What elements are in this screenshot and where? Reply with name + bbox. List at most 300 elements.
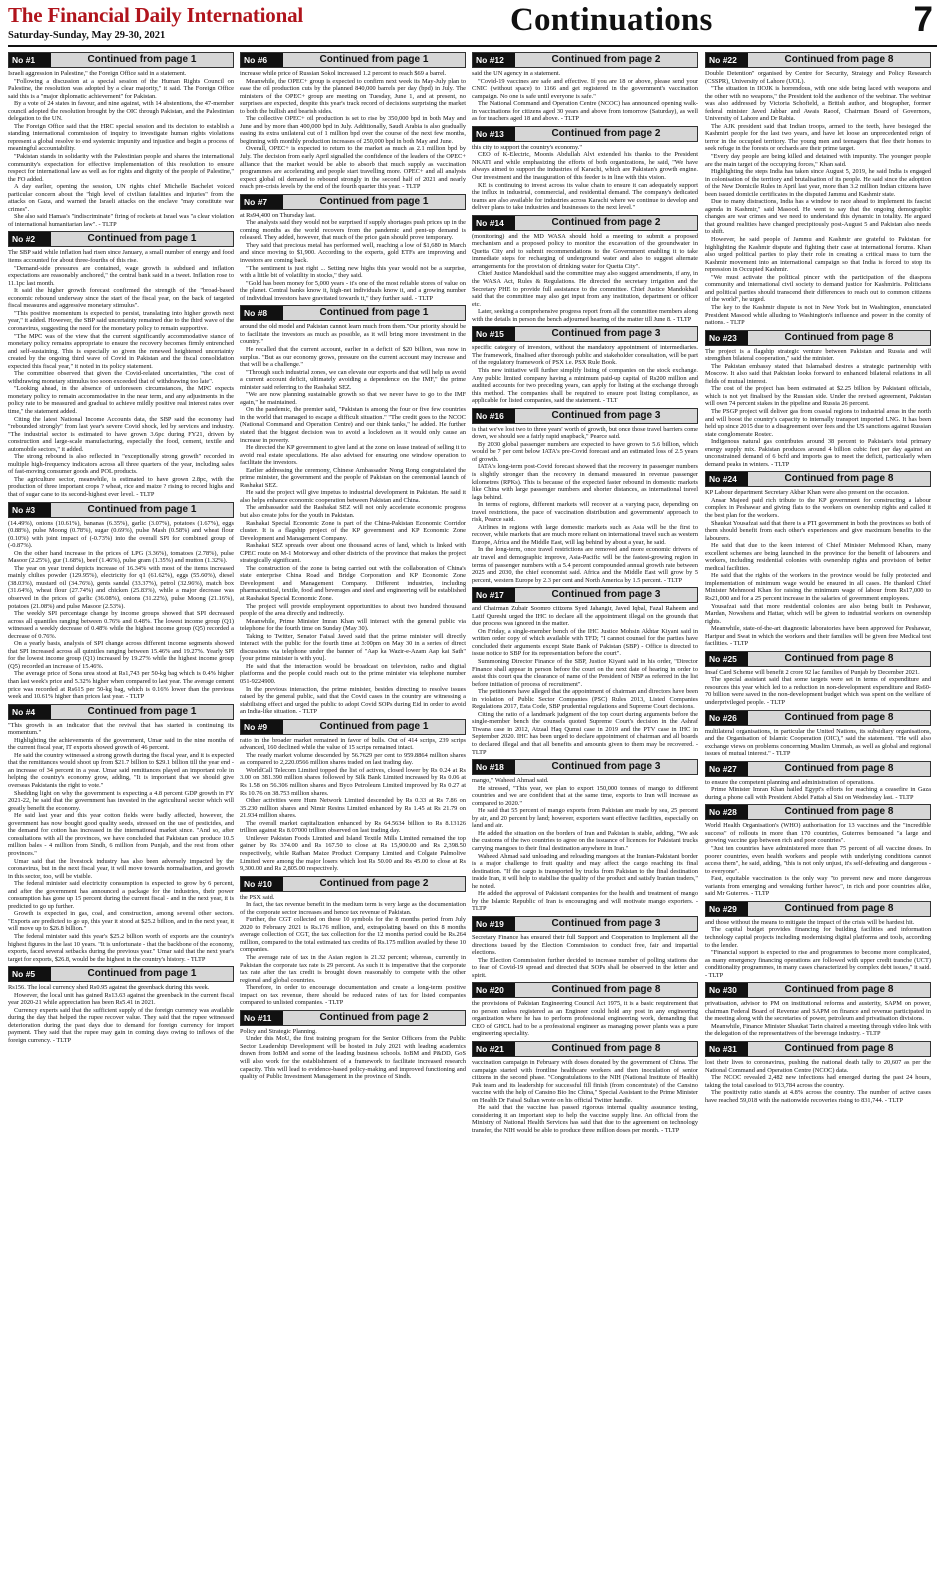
continued-headline: Continued from page 2 [515,127,697,141]
article-number-tag: No #10 [241,877,283,891]
paragraph: Currency experts said that the sufficient supply of the foreign currency was available during the day that helped the rupee recover value. They said that the rupee witnessed deterioration during the past days due to demand for foreign currency for import payment. They said that the rupee may gain in coming days owing to inflows of the foreign currency. - TLTP [8,1006,234,1044]
paragraph: "We must activate the political pincer with the participation of the diaspora community and international civil society to demand justice for Kashmiris. Politicians and political parties should transcend their differences to reach out to common citizens of the world", he urged. [705,273,931,304]
issue-date: Saturday-Sunday, May 29-30, 2021 [8,30,166,41]
continued-headline: Continued from page 8 [515,983,697,997]
article-body [8,984,234,1044]
article-body [705,779,931,802]
paragraph: Policy and Strategic Planning. [240,1027,317,1035]
article-body [705,919,931,979]
continued-headline: Continued from page 3 [515,409,697,423]
article-number-tag: No #7 [241,195,283,209]
paragraph: The committee observed that given the Covid-related uncertainties, "the cost of withdrawing monetary stimulus too soon exceeded that of withdrawing too late". [8,370,234,385]
continued-headline: Continued from page 1 [283,720,465,734]
continued-headline: Continued from page 3 [515,917,697,931]
article [8,966,234,1044]
paragraph: Under this MoU, the first training program for the Senior Officers from the Public Sector Leadership Development will be hosted in July 2021 with leading academics drawn from IoBM and some of the leading business schools. IoBM and P&DD, GoS will also work for the establishment of a framework to facilitate increased research capacity. This will lead to evidence-based policy-making and improved functioning and quality of Public Investment Management in the province of Sindh. [240,1035,466,1081]
article [472,587,698,756]
article-body [705,669,931,707]
paragraph: On a yearly basis, analysis of SPI change across different income segments showed that SPI increased across all quintiles ranging between 15.46% and 19.27%. Yearly SPI for the lowest income group (Q1) increased by 19.27% while the highest income group (Q5) recorded an increase of 15.46%. [8,640,234,670]
article [472,408,698,584]
paragraph: Yousafzai said that more residential colonies are also being built in Peshawar, Mardan, Nowshera and Hattar, which will be given to industrial workers on ownership rights. [705,602,931,625]
paragraph: The Election Commission further decided to increase number of polling stations due to fear of Covid-19 spread and directed that SOPs shall be observed in the letter and spirit. [472,956,698,979]
paragraph: On the other hand increase in the prices of LPG (3.36%), tomatoes (2.78%), pulse Masoor (2.25%), gur (1.68%), beef (1.46%), pulse gram (1.35%) and mutton (1.32%). [8,549,234,565]
paper-name: The Financial Daily International [8,3,304,27]
paragraph: "We are now planning sustainable growth so that we never have to go to the IMF again," he maintained. [240,391,466,406]
paragraph: Later, seeking a comprehensive progress report from all the committee members along with the details in person the bench adjourned hearing of the matter till June 8. - TLTP [472,308,698,323]
article-body [705,822,931,897]
article-number-tag: No #1 [9,53,51,67]
article-body [705,1059,931,1104]
paragraph: CEO of K-Electric, Moonis Abdullah Alvi extended his thanks to the President NKATI and while emphasizing the efforts of both organizations, he said, "We have always aimed to support the industries of Karachi, which are Pakistan's growth engine. Our investment and the inauguration of this feeder is in line with this vision. [472,151,698,182]
paragraph: However, he said people of Jammu and Kashmir are grateful to Pakistan for highlighting the Kashmir dispute and fighting their case at international forums. Khan also urged political parties to play their role in creating a critical mass to turn the Kashmir movement into an international campaign so that India is forced to stop its repression in Occupied Kashmir. [705,236,931,274]
paragraph: The strong rebound is also reflected in "exceptionally strong growth" recorded in multiple high-frequency indicators across all three quarters of the year, including sales of fast-moving consumer goods and POL products. [8,453,234,476]
article [472,759,698,913]
paragraph: Rashakai SEZ spreads over about one thousand acres of land, which is linked with CPEC route on M-1 Motorway and other districts of the province that makes the project strategically significant. [240,542,466,565]
paragraph: "Covid-19 vaccines are safe and effective. If you are 18 or above, please send your CNIC (without space) to 1166 and get registered in the government's vaccination campaign. No one is safe until everyone is safe." [472,77,698,100]
continued-headline: Continued from page 2 [283,1011,465,1025]
article-header [240,305,466,321]
continued-headline: Continued from page 8 [748,652,930,666]
article-body [8,520,234,701]
paragraph: Citing the latest National Income Accounts data, the SBP said the economy had "rebounded strongly" from last year's severe Covid shock, led by services and industry. "The industrial sector is estimated to have grown 3.6pc during FY21, driven by construction and large-scale manufacturing, especially the food, cement, textile and automobile sectors," it added. [8,415,234,453]
article [705,330,931,469]
paragraph: IATA's long-term post-Covid forecast showed that the recovery in passenger numbers is slightly stronger than the recovery in demand measured in revenue passenger kilometres (RPKs). This is because of the expected faster rebound in domestic markets like China with large passenger numbers and shorter distances, as international travel lags behind. [472,463,698,501]
paragraph: Indigenous natural gas contributes around 38 percent to Pakistan's total primary energy supply mix. Pakistan produces around 4 billion cubic feet per day against an unconstrained demand of 6 bcfd and imports gas to meet the deficit, particularly when demand peaks in winters. - TLTP [705,438,931,468]
paragraph: Overall, OPEC+ is expected to return to the market as much as 2.1 million bpd by July. The decision from early April signalled the confidence of the leaders of the OPEC+ alliance that the market would be able to absorb that much supply as vaccination programmes are accelerating and people start travelling more. OPEC+ and all analysts expect global oil demand to rebound strongly in the second half of 2021 and nearly reach pre-crisis levels by the end of the fourth quarter this year. - TLTP [240,145,466,191]
paragraph: KP Labour department Secretary Akbar Khan were also present on the occasion. [705,489,910,497]
paragraph: Israeli aggression in Palestine," the Foreign Office said in a statement. [8,70,187,77]
paragraph: It said the higher growth forecast confirmed the strength of the "broad-based economic rebound underway since the start of the fiscal year, on the back of targeted fiscal measures and aggressive monetary stimulus". [8,287,234,310]
article-header [705,710,931,726]
paragraph: is that we've lost two to three years' worth of growth, but once those travel barriers come down, we should see a fairly rapid snapback," Pearce said. [472,425,698,441]
paragraph: Ansar Majeed paid rich tribute to the KP government for constructing a labour complex in Peshawar and giving flats to the workers on ownership rights and called it the best plan for the workers. [705,496,931,519]
article-header [472,215,698,231]
article [705,52,931,327]
column-2 [240,52,466,1584]
section-title: Continuations [510,2,713,38]
paragraph: The collective OPEC+ oil production is set to rise by 350,000 bpd in both May and June and by more than 400,000 bpd in July. Additionally, Saudi Arabia is also gradually easing its extra unilateral cut of 1 million bpd over the course of the next few months, beginning with monthly production increases of 250,000 bpd in both May and June. [240,115,466,145]
article-header [240,876,466,892]
column-1 [8,52,234,1584]
paragraph: The PSGP project will deliver gas from coastal regions to industrial areas in the north and will boost the country's capacity to internally transport imported LNG. It has been held up since 2015 due to a disagreement over fees and the US sanctions against Russian state conglomerate Rostec. [705,407,931,438]
article-number-tag: No #14 [473,216,515,230]
paragraph: The key to the Kashmir dispute is not in New York but in Washington, enunciated President Masood while alluding to Washington's influence and power in the comity of nations. - TLTP [705,303,931,327]
paragraph: The project will provide employment opportunities to about two hundred thousand people of the area directly and indirectly. [240,602,466,618]
article-header [472,587,698,603]
article-body [472,934,698,979]
paragraph: "Pakistan stands in solidarity with the Palestinian people and shares the international community's expectation for effective implementation of this resolution to ensure respect for international law as well as for rights and dignity of the people of Palestine," the FO added. [8,153,234,183]
paragraph: The federal minister said electricity consumption is expected to grow by 6 percent, and after the government has announced a package for the industries, their power consumption has gone up 15 percent during the current fiscal - and in the next year, it is predicted to go up further. [8,880,234,910]
paragraph: "Just ten countries have administered more than 75 percent of all vaccine doses. In poorer countries, even health workers and people with underlying conditions cannot access them", he said, adding, "this is not only unjust, it's self-defeating and dangerous - to everyone". [705,845,931,875]
paragraph: Therefore, in order to encourage documentation and create a long-term positive impact on tax revenue, there should be reduced rates of tax for listed companies compared to unlisted companies. - TLTP [240,984,466,1007]
article-number-tag: No #17 [473,588,515,602]
continued-headline: Continued from page 8 [748,902,930,916]
paragraph: He said that the interaction would be broadcast on television, radio and digital platforms and the people could reach out to the prime minister via telephone number 051-9224900. [240,662,466,686]
paragraph: (monitoring) and the MD WASA should hold a meeting to submit a proposed mechanism and a proposed policy to monitor the excavation of the groundwater in Quetta City and to submit recommendations to the Government enabling it to take immediate steps for recharging of underground water and also to suggest alternate arrangements for the provision of drinking water for Quetta City". [472,232,698,270]
article [705,710,931,758]
paragraph: the PSX said. [240,893,275,901]
paragraph: The weekly SPI percentage change by income groups showed that SPI decreased across all quantiles ranging between 0.76% and 0.48%. The lowest income group (Q1) witnessed a weekly decrease of 0.48% while the highest income group (Q5) recorded a decrease of 0.76%. [8,610,234,640]
article-header [240,1010,466,1026]
continued-headline: Continued from page 1 [283,195,465,209]
continued-headline: Continued from page 1 [51,53,233,67]
article [472,215,698,324]
paragraph: In fact, the tax revenue benefit in the medium term is very large as the documentation of the corporate sector increases and hence tax revenue of Pakistan. [240,901,466,916]
article-number-tag: No #13 [473,127,515,141]
continued-headline: Continued from page 2 [283,877,465,891]
article-number-tag: No #26 [706,711,748,725]
paragraph: Due to many distractions, India has a window to race ahead to implement its fascist agenda in Kashmir," said Masood. He went to say that the ongoing demographic changes are war crimes and we need to understand this dynamic in totality. He argued that ground realities have changed precipitously post-August 5 and Pakistan also needs to shift. [705,198,931,236]
paragraph: He recalled that the current account, earlier in a deficit of $20 billion, was now in surplus. "But as our economy grows, pressure on the current account may increase and that will be a challenge." [240,345,466,369]
paragraph: The capital budget provides financing for building facilities and information technology capital projects including modernising digital platforms and tools, according to the lender. [705,926,931,949]
paragraph: Shaukat Yousafzai said that there is a PTI government in both the provinces so both of them should benefit from each other's experiences and give maximum benefits to the labourers. [705,519,931,542]
article [705,982,931,1038]
article-header [240,719,466,735]
paragraph: World Health Organisation's (WHO) authorisation for 13 vaccines and the "incredible success" of rollouts in more than 170 countries, Guterres bemoaned "a large and growing vaccine gap between rich and poor countries". [705,822,931,845]
continued-headline: Continued from page 1 [283,306,465,320]
continued-headline: Continued from page 1 [51,503,233,517]
article [472,326,698,404]
paragraph: "Financial support is expected to rise and programmes to become more complicated, as many emergency financing operations are followed with upper credit tranche (UCT) conditionality programmes, in many cases characterized by complex debt issues," it said. - TLTP [705,949,931,979]
paragraph: She also said Hamas's "indiscriminate" firing of rockets at Israel was "a clear violation of international humanitarian law". - TLTP [8,213,234,228]
article-number-tag: No #22 [706,53,748,67]
continued-headline: Continued from page 8 [748,53,930,67]
article-number-tag: No #29 [706,902,748,916]
masthead-rule [8,45,937,47]
paragraph: The project is a flagship strategic venture between Pakistan and Russia and will strengthen bilateral cooperation," said the minister. [705,347,931,363]
article-header [472,916,698,932]
paragraph: Meanwhile, state-of-the-art diagnostic laboratories have been approved for Peshawar, Haripur and Swat in which the workers and their families will be given free Medical test facilities. - TLTP [705,625,931,648]
paragraph: Highlighting the achievements of the government, Umar said in the nine months of the current fiscal year, IT exports showed growth of 46 percent. [8,736,234,752]
article-number-tag: No #2 [9,232,51,246]
paragraph: On Friday, a single-member bench of the IHC Justice Mohsin Akhtar Kiyani said in written order copy of which available with TFD; "I cannot counsel for the parties have concluded their arguments except State Bank of Pakistan (SBP) - Office is directed to issue notice to SBP for its representation before the court". [472,627,698,658]
paragraph: this city to support the country's economy." [472,143,582,151]
paragraph: said the UN agency in a statement. [472,70,561,77]
article-body [8,249,234,498]
article [705,1041,931,1104]
paragraph: Meanwhile, Finance Minister Shaukat Tarin chaired a meeting through video link with the delegation of the representatives of the beverage industry. - TLTP [705,1022,931,1038]
paragraph: He added the situation on the borders of Iran and Pakistan is stable, adding, "We ask the customs of the two countries to agree on the issuance of licences for Pakistani trucks carrying mangoes to their final destination anywhere in Iran." [472,829,698,853]
paragraph: Summoning Director Finance of the SBP, Justice Kiyani said in his order, "Director Finance shall appear in person before the court on the next date of hearing in order to assist this court qua the clearance of name of the President of NBP as referred in the list before initiation of process of recruitment". [472,658,698,688]
paragraph: lost their lives to coronavirus, pushing the national death tally to 20,607 as per the National Command and Operation Centre (NCOC) data. [705,1058,931,1074]
paragraph: A day earlier, opening the session, UN rights chief Michelle Bachelet voiced particular concern about the "high level of civilian fatalities and injuries" from the attacks on Gaza, and warned the Israeli attacks on the enclave "may constitute war crimes". [8,183,234,213]
continued-headline: Continued from page 8 [748,1042,930,1056]
paragraph: The SBP said while inflation had risen since January, a small number of energy and food items accounted for about three-fourths of this rise. [8,249,234,265]
paragraph: Rs156. The local currency shed Rs0.95 against the greenback during this week. [8,984,210,992]
paragraph: In the previous interaction, the prime minister, besides directing to resolve issues raised by the general public, said that the Covid cases in the country are witnessing a stabilising effect and urged the public to adopt Covid SOPs during Eid in order to avoid an India-like situation. - TLTP [240,685,466,716]
paragraph: "Through such industrial zones, we can elevate our exports and that will help us avoid a current account deficit, ultimately avoiding a dependence on the IMF," the prime minister said referring to the Rashakai SEZ. [240,368,466,391]
continued-headline: Continued from page 3 [515,760,697,774]
article-header [705,804,931,820]
paragraph: Unilever Pakistan Foods Limited and Island Textile Mills Limited remained the top gainer by Rs 374.00 and Rs 167.50 to close at Rs 15,900.00 and Rs 2,398.50 respectively, while Rafhan Maize Product Company Limited and Colgate Palmolive Limited were among the major losers which lost Rs 50.00 and Rs 45.00 to close at Rs 9,300.00 and Rs 2,805.00 respectively. [240,834,466,873]
continued-headline: Continued from page 8 [748,331,930,345]
paragraph: ratio in the broader market remained in favor of bulls. Out of 414 scrips, 239 scrips advanced, 160 declined while the value of 15 scrips remained intact. [240,736,466,752]
article [240,719,466,873]
paragraph: He said that due to the keen interest of Chief Minister Mehmood Khan, many excellent schemes are being launched in the province for the benefit of labourers and workers, including residential colonies with ownership rights and provision of better medical facilities. [705,542,931,572]
paragraph: Chief Justice Mandokhail said the committee may also suggest amendments, if any, in the WASA Act, Rules & Regulations. He directed the secretary irrigation and the Secretary PHE to provide full assistance to the committee. Chief Justice Mandokhail said that the committee may also get input from any institution, department or officer etc. [472,270,698,308]
article [705,761,931,802]
article-body [472,233,698,324]
article-body [705,1000,931,1038]
continued-headline: Continued from page 3 [515,327,697,341]
paragraph: "This growth is an indicator that the revival that has started is continuing its momentum." [8,721,234,737]
article-header [8,502,234,518]
continued-headline: Continued from page 2 [515,216,697,230]
continued-headline: Continued from page 8 [748,472,930,486]
paragraph: He said that the vaccine has passed rigorous internal quality assurance testing, considering it an important step to help the vaccine supply line. An official from the Ministry of National Health Services has said that due to the agreement on technology transfer, the NIH would be able to produce three million doses per month. - TLTP [472,1104,698,1134]
article-number-tag: No #27 [706,762,748,776]
article-header [8,52,234,68]
article-header [705,761,931,777]
article-header [472,982,698,998]
paragraph: "Gold has been money for 5,000 years - it's one of the most reliable stores of value on the planet. Central banks know it, high-net individuals know it, and a growing number of individual investors have gravitated towards it," they further said. - TLTP [240,279,466,302]
paragraph: "Following a discussion at a special session of the Human Rights Council on Palestine, the resolution was adopted by a clear majority," it said. The Foreign Office said this is a "major diplomatic achievement" for Pakistan. [8,77,234,100]
article-header [472,1041,698,1057]
continued-headline: Continued from page 8 [748,983,930,997]
masthead [0,0,945,46]
paragraph: the provisions of Pakistan Engineering Council Act 1975, it is a basic requirement that no person unless registered as an Engineer could hold any post in any engineering organization where he has to perform professional engineering work, demanding that CEO of GHCL had to be a professional engineer as managing power plants was a pure engineering speciality. [472,1000,698,1038]
article [8,231,234,498]
paragraph: The overall market capitalization enhanced by Rs 64.5634 billion to Rs 8.13126 trillion against Rs 8.07000 trillion observed on last trading day. [240,819,466,835]
paragraph: "Demand-side pressures are contained, wage growth is subdued and inflation expectations are reasonably anchored," the central bank said in a tweet. Inflation rose to 11.1pc last month. [8,264,234,287]
paragraph: In terms of regions, different markets will recover at a varying pace, depending on travel restrictions, the pace of vaccination distribution and governments' approach to risk, Pearce said. [472,501,698,524]
continued-headline: Continued from page 8 [748,711,930,725]
article-header [8,231,234,247]
paragraph: He directed the KP government to give land at the zone on lease instead of selling it to avoid real estate speculations. He also advised for ensuring one window operation to facilitate the investors. [240,444,466,467]
paragraph: The National Command and Operation Centre (NCOC) has announced opening walk-in vaccinations for citizens aged 30 years and above from tomorrow (Saturday), as well as for teachers aged 18 and above. - TLTP [472,100,698,123]
article [472,982,698,1038]
paragraph: KE is continuing to invest across its value chain to ensure it can adequately support the influx in industrial, commercial, and residential demand. The company's dedicated teams are also available for industries across Karachi where we continue to develop and deliver plans to take industries and businesses to the next level." [472,181,698,212]
article-header [472,52,698,68]
paragraph: The construction of the zone is being carried out with the collaboration of China's state enterprise China Road and Bridge Corporation and KP Economic Zone Development and Management Company. Different industries, including pharmaceutical, textile, food and beverages and steel and engineering will be established at Rashakai Special Economic Zone. [240,564,466,602]
article-body [8,722,234,964]
article-body [472,1000,698,1038]
paragraph: The agriculture sector, meanwhile, is estimated to have grown 2.8pc, with the production of three important crops ? wheat, rice and maize ? rising to record highs and that of sugar cane to its second-highest ever level. - TLTP [8,475,234,498]
article-body [472,605,698,756]
paragraph: and those without the means to mitigate the impact of the crisis will be hardest hit. [705,918,915,926]
paragraph: multilateral organisations, in particular the United Nations, its subsidiary organisations, and the Organisation of Islamic Cooperation (OIC)," said the statement. "He will also exchange views on problems concerning Muslim Ummah, as well as global and regional issues of mutual interest." - TLTP [705,727,931,758]
article-header [472,759,698,775]
paragraph: specific category of investors, without the mandatory appointment of intermediaries. The framework, finalised after thorough public and stakeholder consultation, will be part of the regulatory framework of PSX i.e. PSX Rule Book. [472,344,698,367]
paragraph: "This positive momentum is expected to persist, translating into higher growth next year," it added. However, the SBP said uncertainty remained due to the third wave of the coronavirus, suggesting the need for the monetary policy to remain supportive. [8,309,234,332]
continued-headline: Continued from page 8 [515,1042,697,1056]
paragraph: The analysts said they would not be surprised if supply shortages push prices up in the coming months as the world recovers from the pandemic and pent-up demand is released. They added, however, that much of the price gain should prove temporary. [240,219,466,242]
paragraph: "Every day people are being killed and detained with impunity. The younger people are the main target of the occupying forces," Khan said. [705,153,931,168]
article-body [705,728,931,758]
paragraph: "The situation in IIOJK is horrendous, with one side being laced with weapons and the other with no weapons," the President told the audience of the webinar. The webinar was also addressed by Victoria Schofield, a British author, and biographer, former federal minister Javed Jabbar and Awais Raoof, Chairman Board of Governors, University of Lahore and Dr Rabia. [705,85,931,123]
article [705,901,931,979]
paragraph: Secretary Finance has ensured their full Support and Cooperation to Implement all the directions issued by the Election Commission to conduct free, fair and impartial elections. [472,933,698,957]
continued-headline: Continued from page 2 [515,53,697,67]
article-header [705,330,931,346]
paragraph: Fast, equitable vaccination is the only way "to prevent new and more dangerous variants from emerging and wreaking further havoc", in rich and poor countries alike, said Mr Guterres. - TLTP [705,875,931,898]
paragraph: WorldCall Telecom Limited topped the list of actives, closed lower by Rs 0.24 at Rs 3.00 on 381.390 million shares followed by Silk Bank Limited increased by Rs 0.06 at Rs 1.58 on 56.306 million shares and Byco Petroleum Limited improved by Rs 0.27 at Rs 10.76 on 38.753 million shares. [240,766,466,797]
paragraph: Insaf Card Scheme will benefit 2 crore 92 lac families of Punjab by December 2021. [705,668,920,676]
paragraph: "The MPC was of the view that the current significantly accommodative stance of monetary policy remains appropriate to ensure the recovery becomes firmly entrenched and self-sustaining. This is especially so given the renewed heightened uncertainty created by the ongoing third wave of Covid in Pakistan and the fiscal consolidation expected this fiscal year," it noted in its policy statement. [8,332,234,370]
article-number-tag: No #8 [241,306,283,320]
article-number-tag: No #25 [706,652,748,666]
article [8,502,234,701]
continued-headline: Continued from page 1 [51,232,233,246]
paragraph: By 2030 global passenger numbers are expected to have grown to 5.6 billion, which would be 7 per cent below IATA's pre-Covid forecast and an estimated loss of 2.5 years of growth. [472,440,698,463]
article-header [705,52,931,68]
paragraph: Meanwhile, the OPEC+ group is expected to confirm next week its May-July plan to ease the oil production cuts by the planned 840,000 barrels per day (bpd) in July. The ministers of the OPEC+ group are meeting on Tuesday, June 1, and at present, no surprises are expected, despite this year's track record of decisions surprising the market to both the bullish and bearish sides. [240,77,466,115]
paragraph: Airlines in regions with large domestic markets such as Asia will be the first to recover, while markets that are much more reliant on international travel such as western Europe, Africa and the Middle East, will lag behind by about a year, he said. [472,523,698,546]
article-header [705,982,931,998]
article-header [472,126,698,142]
article [8,52,234,228]
article [472,916,698,979]
paragraph: at Rs94,400 on Thursday last. [240,211,316,219]
article-header [240,52,466,68]
article-body [472,344,698,404]
paragraph: The Foreign Office said that the HRC special session and its decision to establish a standing international commission of inquiry to investigate human rights violations represent a global resolve to end systemic impunity and injustice and begin a process of meaningful accountability. [8,122,234,153]
continued-headline: Continued from page 1 [51,967,233,981]
paragraph: He said that 55 percent of mango exports from Pakistan are made by sea, 25 percent by air, and 20 percent by land; however, exporters want effective facilities, especially on land and air. [472,807,698,830]
paragraph: around the old model and Pakistan cannot learn much from them."Our priority should be to facilitate the investors as much as possible, as it will bring more investment in the country." [240,323,466,346]
article-number-tag: No #30 [706,983,748,997]
article-header [705,471,931,487]
paragraph: This new initiative will further simplify listing of companies on the stock exchange. Any public limited company having a minimum paid-up capital of Rs200 million and audited accounts for two preceding years, can apply for listing at the exchange through this method. The companies shall be required to ensure post listing compliance, as applicable for listed companies, said the statement. - TLT [472,366,698,405]
article-number-tag: No #5 [9,967,51,981]
paragraph: He added the approval of Pakistani companies for the health and treatment of mango by the Islamic Republic of Iran is encouraging and will motivate mango exporters. - TLTP [472,890,698,913]
paragraph: Prime Minister Imran Khan hailed Egypt's efforts for reaching a ceasefire in Gaza during a phone call with President Abdel Fattah al Sisi on Wednesday last. - TLTP [705,786,931,801]
article-body [240,70,466,191]
paragraph: He said the project will give impetus to industrial development in Pakistan. He said it also helps enhance economic cooperation between Pakistan and China. [240,489,466,504]
paragraph: He said the country witnessed a strong growth during the fiscal year, and it is expected that the remittances would shoot up from $21.7 billion to $29.1 billion till the year end - an increase of 34 percent in a year. Umar said remittances played an important role in helping the country's economy grow, adding, "It is important that we should give overseas Pakistanis the right to vote." [8,751,234,790]
paragraph: Waheed Ahmad said unloading and reloading mangoes at the Iranian-Pakistani border is a major challenge to fruit quality and may affect the cargo reaching its final destination. "If the cargo is transported by trucks from Pakistan to the final destination inside Iran, it will help to stabilise the quality of the product and satisfy Iranian traders," he noted. [472,852,698,890]
article-body [472,777,698,913]
paragraph: The positivity ratio stands at 4.8% across the country. The number of active cases have reached 59,018 with the nationwide recoveries rising to 831,744. - TLTP [705,1089,931,1104]
article-number-tag: No #21 [473,1042,515,1056]
paragraph: "Looking ahead, in the absence of unforeseen circumstances, the MPC expects monetary policy to remain accommodative in the near term, and any adjustments in the policy rate to be measured and gradual to achieve mildly positive real interest rates over time," the statement added. [8,385,234,415]
article-number-tag: No #12 [473,53,515,67]
article-header [8,704,234,720]
column-3 [472,52,698,1584]
paragraph: increase while price of Russian Sokol increased 1.2 percent to reach $69 a barrel. [240,70,447,77]
paragraph: The average price of Sona urea stood at Rs1,743 per 50-kg bag which is 0.4% higher than last week's price and 5.32% higher when compared to last year. The average cement price was recorded at Rs615 per 50-kg bag, which is 0.16% lower than the previous week and 10.61% higher than prices last year. - TLTP [8,670,234,701]
article-body [240,737,466,873]
article-number-tag: No #24 [706,472,748,486]
paragraph: Meanwhile, Prime Minister Imran Khan will interact with the general public via telephone for the fourth time on Sunday (May 30). [240,617,466,633]
article-number-tag: No #23 [706,331,748,345]
paragraph: vaccination campaign in February with doses donated by the government of China. The campaign started with frontline healthcare workers and then inoculation of senior citizens in the second phase. "Congratulations to the NIH (National Institute of Health) Pak team and its leadership for successful fill finish (from concentrate) of the Cansino vaccine with the help of Cansino Bio Inc China," Special Assistant to the Prime Minister on Health Dr Faisal Sultan wrote on his official Twitter handle. [472,1058,698,1104]
article-body [240,323,466,715]
article-number-tag: No #3 [9,503,51,517]
paragraph: The cost of the project has been estimated at $2.25 billion by Pakistani officials, which is not yet finalised by the Russian side. Under the revised agreement, Pakistan will own 74 percent stakes in the pipeline and Russia 26 percent. [705,385,931,408]
paragraph: However, the local unit has gained Rs13.63 against the greenback in the current fiscal year 2020-21 while appreciation has been Rs5.41 in 2021. [8,991,234,1007]
paragraph: Other activities were Hum Network Limited descended by Rs 0.33 at Rs 7.86 on 35.230 million shares and Nimir Resins Limited enhanced by Rs 1.45 at Rs 21.79 on 21.934 million shares. [240,797,466,820]
continued-headline: Continued from page 3 [515,588,697,602]
paragraph: to ensure the competent planning and administration of operations. [705,778,875,786]
paragraph: The special assistant said that some targets were set in terms of expenditure and resources this year which led to a reduction in non-development expenditure and Rs60-70 billion were saved in the non-development budget which was spent on the welfare of underprivileged people. - TLTP [705,676,931,707]
article-body [472,70,698,123]
article-body [705,70,931,327]
paragraph: In the long-term, once travel restrictions are removed and more economic drivers of air travel and demographic improve, Asia-Pacific will be the fastest-growing region in terms of passenger numbers with a 5.4 percent compounded annual growth rate between 2025 and 2030, the chief economist said. Africa and the Middle East will grow by 5 percent, western Europe by 2.3 per cent and North America by 1.5 percent. - TLTP [472,546,698,584]
article-body [240,894,466,1007]
paragraph: The average rate of tax in the Asian region is 21.32 percent; whereas, currently in Pakistan the corporate tax rate is 29 percent. As such it is imperative that the corporate tax rate after the tax credit is brought down reasonably to compete with the other regional and global countries. [240,953,466,984]
article-number-tag: No #20 [473,983,515,997]
article-number-tag: No #6 [241,53,283,67]
paragraph: Growth is expected in gas, coal, and construction, among several other sectors. "Exports are predicted to go up, this year it stood at $25.2 billion, and in the next year, it will move up to $26.8 billion." [8,910,234,933]
article [240,876,466,1007]
article-number-tag: No #19 [473,917,515,931]
paragraph: Earlier addressing the ceremony, Chinese Ambassador Nong Rong congratulated the prime minister, the government and the people of Pakistan on the ceremonial launch of Rashakai SEZ. [240,466,466,489]
paragraph: mango," Waheed Ahmad said. [472,777,549,785]
article [472,52,698,123]
paragraph: He stressed, "This year, we plan to export 150,000 tonnes of mango to different countries and we are confident that at the same time, exports to Iran will increase as compared to 2020." [472,784,698,807]
article-header [8,966,234,982]
page-number: 7 [913,0,933,39]
article [472,126,698,212]
paragraph: The federal minister said this year's $25.2 billion worth of exports are the country's highest figures in the last 10 years. "It is unfortunate - that the backbone of the economy, exports, faced several setbacks during the previous year." Umar said that the next year's target for exports, $26.8, would be the highest in the country's history. - TLTP [8,932,234,963]
paragraph: Shedding light on why the government is expecting a 4.8 percent GDP growth in FY 2021-22, he said that the government has invested in the agricultural sector which will greatly benefit the economy. [8,789,234,812]
article-body [472,426,698,584]
article-number-tag: No #18 [473,760,515,774]
article-header [705,1041,931,1057]
article-body [705,348,931,469]
article-body [705,489,931,647]
continued-headline: Continued from page 1 [283,53,465,67]
article-body [8,70,234,228]
continued-headline: Continued from page 8 [748,762,930,776]
article-body [472,1059,698,1134]
article-number-tag: No #11 [241,1011,283,1025]
continued-headline: Continued from page 8 [748,805,930,819]
paragraph: Rashakai Special Economic Zone is part of the China-Pakistan Economic Corridor cluster. It is a flagship project of the KP government and KP Economic Zone Development and Management Company. [240,519,466,542]
paragraph: Highlighting the steps India has taken since August 5, 2019, he said India is engaged in colonisation of the territory and brutalisation of its people. He said since the adoption of the New Domicile Rules in April last year, more than 3.2 million Indian citizens have been issued domicile certificates in the disputed Jammu and Kashmir state. [705,168,931,198]
article-number-tag: No #15 [473,327,515,341]
paragraph: Double Detention" organised by Centre for Security, Strategy and Policy Research (CSSPR), University of Lahore (UOL). [705,70,931,85]
paragraph: Umar said that the livestock industry has also been adversely impacted by the coronavirus, but in the next fiscal year, it will move towards normalisation, and growth in this sector, too, will be visible. [8,857,234,880]
article [240,52,466,191]
article-header [472,408,698,424]
article-number-tag: No #28 [706,805,748,819]
article [705,804,931,897]
paragraph: The petitioners have alleged that the appointment of chairman and directors have been in violation of Public Sector Companies (PSC) Rules 2013, Listed Companies Regulations 2017, Esta Code, SBP prudential regulations and Supreme Court decisions. [472,688,698,711]
article [472,1041,698,1134]
paragraph: The ambassador said the Rashakai SEZ will not only accelerate economic progress but also create jobs for the youth in Pakistan. [240,504,466,519]
paragraph: They said that precious metal has performed well, reaching a low of $1,680 in March and since moving to $1,900. According to the experts, gold ETFs are improving and investors are coming back. [240,241,466,265]
paragraph: Citing the ratio of a landmark judgment of the top court during arguments before the single-member bench the counsels quoted Supreme Court's decision in the Ashraf Tiwana case in 2012, Atzaal Haq Qumsi case in 2019 and the PTV case in IHC in September 2020. IHC has been urged to declare appointment of chairman and all boards to declared illegal and that all benefits and amounts given to them may be recovered. - TLTP [472,710,698,756]
article-header [472,326,698,342]
paragraph: The Pakistan embassy stated that Islamabad desires a strategic partnership with Moscow. It also said that Pakistan looks forward to enhanced bilateral relations in all fields of mutual interest. [705,362,931,385]
paragraph: privatisation, advisor to PM on institutional reforms and austerity, SAPM on power, chairman Federal Board of Revenue and SAPM on finance and revenue participated in the meeting along with the secretaries of power, petroleum and privatisation divisions. [705,1000,931,1023]
paragraph: The AJK president said that Indian troops, armed to the teeth, have besieged the Kashmiri people for the last two years, and have let loose an unprecedented reign of terror in the occupied territory. The young men and teenagers that flee their homes to seek refuge in the forests or orchards are their prime target. [705,122,931,153]
article [240,305,466,715]
article-number-tag: No #4 [9,705,51,719]
article [8,704,234,964]
continued-headline: Continued from page 1 [51,705,233,719]
article-number-tag: No #9 [241,720,283,734]
paragraph: (14.49%), onions (10.61%), bananas (6.35%), garlic (3.07%), potatoes (1.67%), eggs (0.88%), pulse Moong (0.78%), sugar (0.69%), pulse Mash (0.58%) and wheat flour (0.10%) with joint impact of (-0.73%) into the overall SPI for combined group of (-0.87%). [8,519,234,550]
column-4 [705,52,931,1584]
paragraph: He said that the rights of the workers in the province would be fully protected and implementation of minimum wage would be ensured in all cases. He thanked Chief Minister Mehmood Khan for raising the minimum wage of labour from Rs17,000 to Rs21,000 and for a 25 percent increase in the salaries of government employees. [705,572,931,602]
paragraph: By a vote of 24 states in favour, and nine against, with 14 abstentions, the 47-member council adopted the resolution brought by the OIC through Pakistan, and the Palestinian delegation to the UN. [8,100,234,123]
article-header [240,194,466,210]
article-body [240,212,466,303]
article [705,471,931,647]
article-header [705,651,931,667]
paragraph: The NCOC revealed 2,482 new infections had emerged during the past 24 hours, taking the total caseload to 913,784 across the country. [705,1074,931,1089]
paragraph: The year on year trend depicts increase of 16.34% with most of the items increased mainly chilies powder (129.95%), electricity for q1 (61.62%), eggs (55.60%), diesel (38.03%), mustard oil (34.76%), gents sandal (33.37%), petrol (32.96%), match box (31.64%), wheat flour (27.74%) and chicken (25.83%), while a major decrease was observed in the prices of garlic (36.08%), onions (31.22%), pulse Moong (21.16%), potatoes (21.08%) and pulse Masoor (2.53%). [8,564,234,610]
article [240,1010,466,1081]
paragraph: He said last year and this year cotton fields were badly affected, however, the government has now bought good quality seeds, stressed on the use of pesticides, and the demand for cotton has increased in the international market since. "And so, after consultations with all the provinces, we have concluded that Pakistan can produce 10.5 million bales - 4 million from Sindh, 6 million from Punjab, and the rest from other provinces." [8,812,234,857]
article [240,194,466,303]
paragraph: Further, the CGT collected on these 10 symbols for the 8 months period from July 2020 to February 2021 is Rs.176 million, and, extrapolating based on this 8 months average collection of CGT, the tax collection for the 12 months period could be Rs.264 million, compared to the total estimated tax credits of Rs.175 million availed by these 10 companies. [240,916,466,954]
paragraph: and Chairman Zubair Soomro citizens Syed Jahangir, Javed Iqbal, Fazal Raheem and Latif Qureshi urged the IHC to declare all the appointment illegal on the grounds that due process was ignored in the matter. [472,605,698,628]
paragraph: The ready market volume descended by 56.7629 per cent to 959.8864 million shares as compared to 2,220.0566 million shares traded on last trading day. [240,751,466,767]
